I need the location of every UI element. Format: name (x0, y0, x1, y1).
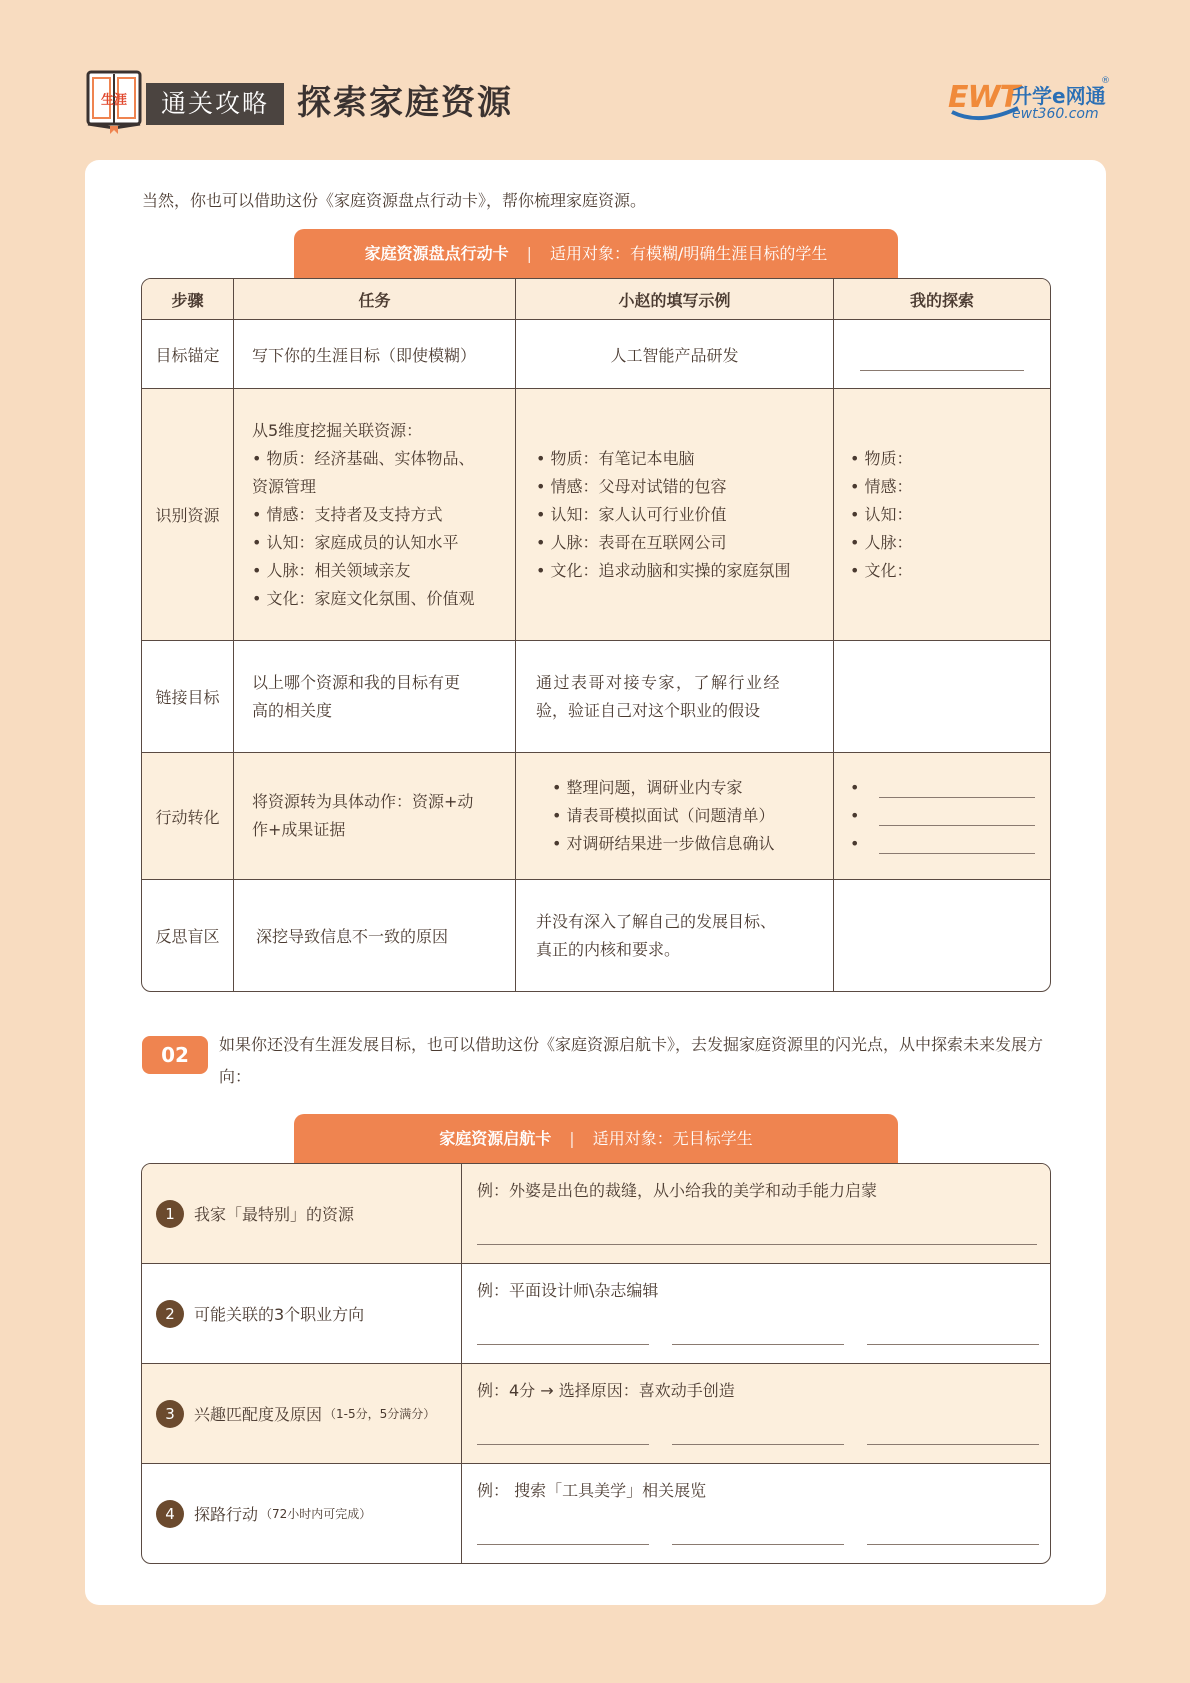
task-line: 深挖导致信息不一致的原因 (256, 927, 449, 946)
task-line: • 情感：支持者及支持方式 (252, 504, 443, 524)
table-row (142, 879, 1050, 991)
example-line: 通过表哥对接专家，了解行业经 (536, 672, 782, 692)
task-line: 从5维度挖掘关联资源： (252, 420, 423, 440)
answer-blank-line[interactable] (477, 1244, 1037, 1245)
answer-blank-line[interactable] (477, 1544, 649, 1545)
item-answer-cell[interactable] (462, 1164, 1050, 1263)
task-cell (233, 880, 515, 991)
item-answer-cell[interactable] (462, 1264, 1050, 1363)
tab-separator: | (569, 1129, 575, 1148)
mine-line: • 物质： (850, 448, 913, 468)
task-line: 资源管理 (252, 476, 317, 496)
mine-cell[interactable] (833, 641, 1050, 752)
mine-cell[interactable] (833, 753, 1050, 879)
step-cell: 行动转化 (155, 807, 220, 827)
answer-blank-line[interactable] (867, 1444, 1039, 1445)
example-cell (515, 880, 833, 991)
logo-name: 升学e网通 (1012, 84, 1106, 108)
section2-text: 如果你还没有生涯发展目标，也可以借助这份《家庭资源启航卡》，去发掘家庭资源里的闪光点，从中探索未来发展方向： (219, 1035, 1044, 1086)
answer-blank-line[interactable] (867, 1344, 1039, 1345)
task-cell (233, 753, 515, 879)
item-number: 1 (156, 1200, 184, 1228)
example-cell (515, 389, 833, 640)
table-header-row (142, 279, 1050, 319)
mine-line: • 人脉： (850, 532, 913, 552)
mine-cell[interactable] (833, 880, 1050, 991)
mine-line: • (850, 806, 860, 825)
header-example: 小赵的填写示例 (515, 279, 833, 319)
example-line: • 情感：父母对试错的包容 (536, 476, 727, 496)
item-example: 例： 搜索「工具美学」相关展览 (477, 1481, 707, 1500)
task-line: • 人脉：相关领域亲友 (252, 560, 411, 580)
task-line: • 认知：家庭成员的认知水平 (252, 532, 459, 552)
answer-blank-line[interactable] (879, 779, 1035, 798)
task-cell (233, 389, 515, 640)
mine-cell[interactable] (833, 320, 1050, 388)
step-cell: 识别资源 (155, 506, 220, 525)
item-label: 可能关联的3个职业方向 (194, 1305, 365, 1324)
table-row (142, 319, 1050, 388)
example-line: • 物质：有笔记本电脑 (536, 448, 695, 468)
item-label-cell (142, 1264, 462, 1363)
header-task: 任务 (233, 279, 515, 319)
mine-line: • 认知： (850, 504, 913, 524)
mine-bullet-row[interactable] (850, 774, 1035, 802)
example-line: • 人脉：表哥在互联网公司 (536, 532, 727, 552)
item-example: 例：平面设计师\杂志编辑 (477, 1281, 659, 1300)
task-line: 作+成果证据 (252, 820, 346, 839)
step-cell: 链接目标 (155, 688, 220, 707)
resource-inventory-table (141, 278, 1051, 992)
table-row (142, 388, 1050, 640)
item-number: 3 (156, 1400, 184, 1428)
card2-audience: 适用对象：无目标学生 (592, 1129, 753, 1148)
answer-blank-line[interactable] (879, 807, 1035, 826)
card1-audience: 适用对象：有模糊/明确生涯目标的学生 (550, 244, 828, 263)
item-number: 4 (156, 1500, 184, 1528)
task-line: • 物质：经济基础、实体物品、 (252, 448, 475, 468)
mine-bullet-row[interactable] (850, 830, 1035, 858)
header-mine: 我的探索 (833, 279, 1050, 319)
answer-blank-line[interactable] (672, 1544, 844, 1545)
table-row (142, 640, 1050, 752)
table-row (142, 752, 1050, 879)
example-line: • 文化：追求动脑和实操的家庭氛围 (536, 560, 791, 580)
header-step: 步骤 (171, 290, 204, 310)
table-row (142, 1463, 1050, 1563)
example-cell (515, 320, 833, 388)
item-number: 2 (156, 1300, 184, 1328)
resource-launch-table (141, 1163, 1051, 1564)
example-line: • 认知：家人认可行业价值 (536, 504, 727, 524)
item-label-cell (142, 1164, 462, 1263)
task-line: 将资源转为具体动作：资源+动 (252, 792, 474, 811)
task-line: 以上哪个资源和我的目标有更 (252, 672, 461, 692)
logo-mark: EWT (948, 80, 1020, 115)
mine-line: • 情感： (850, 476, 913, 496)
item-label: 探路行动 (194, 1505, 259, 1524)
card1-title: 家庭资源盘点行动卡 (364, 244, 509, 263)
card1-tab (294, 229, 898, 278)
task-line: 高的相关度 (252, 700, 333, 720)
step-cell: 目标锚定 (155, 345, 220, 365)
mine-line: • (850, 778, 860, 797)
example-cell (515, 753, 833, 879)
logo-swoosh-icon (950, 104, 1020, 124)
task-cell (233, 641, 515, 752)
example-line: 并没有深入了解自己的发展目标、 (536, 911, 777, 931)
item-label: 我家「最特别」的资源 (194, 1205, 355, 1224)
example-line: 真正的内核和要求。 (536, 939, 681, 959)
table-row (142, 1363, 1050, 1463)
card2-title: 家庭资源启航卡 (439, 1129, 552, 1148)
header-tag: 通关攻略 (146, 83, 284, 125)
answer-blank-line[interactable] (477, 1444, 649, 1445)
item-example: 例：外婆是出色的裁缝，从小给我的美学和动手能力启蒙 (477, 1181, 878, 1200)
answer-blank-line[interactable] (672, 1444, 844, 1445)
item-note: （72小时内可完成） (260, 1507, 372, 1521)
mine-line: • 文化： (850, 560, 913, 580)
task-line: 写下你的生涯目标（即使模糊） (252, 345, 477, 365)
item-note: （1-5分，5分满分） (324, 1407, 436, 1421)
section-number-badge: 02 (142, 1036, 208, 1074)
answer-blank-line[interactable] (860, 370, 1024, 371)
answer-blank-line[interactable] (672, 1344, 844, 1345)
item-example: 例：4分 → 选择原因：喜欢动手创造 (477, 1381, 735, 1400)
task-line: • 文化：家庭文化氛围、价值观 (252, 588, 475, 608)
item-answer-cell[interactable] (462, 1464, 1050, 1563)
book-icon (84, 68, 146, 134)
mine-cell[interactable] (833, 389, 1050, 640)
logo-url: ewt360.com (1012, 106, 1099, 122)
card2-tab (294, 1114, 898, 1163)
example-line: • 对调研结果进一步做信息确认 (552, 834, 775, 853)
item-answer-cell[interactable] (462, 1364, 1050, 1463)
item-label-cell (142, 1464, 462, 1563)
intro-text: 当然，你也可以借助这份《家庭资源盘点行动卡》，帮你梳理家庭资源。 (142, 191, 647, 210)
step-cell: 反思盲区 (155, 927, 220, 946)
mine-bullet-row[interactable] (850, 802, 1035, 830)
item-label-cell (142, 1364, 462, 1463)
example-line: • 请表哥模拟面试（问题清单） (552, 806, 775, 825)
answer-blank-line[interactable] (477, 1344, 649, 1345)
answer-blank-line[interactable] (879, 835, 1035, 854)
example-cell (515, 641, 833, 752)
example-line: 人工智能产品研发 (610, 345, 739, 365)
mine-line: • (850, 834, 860, 853)
table-row (142, 1263, 1050, 1363)
page-header (0, 0, 1190, 150)
task-cell (233, 320, 515, 388)
item-label: 兴趣匹配度及原因 (194, 1405, 323, 1424)
logo-registered-mark: ® (1101, 76, 1110, 86)
answer-blank-line[interactable] (867, 1544, 1039, 1545)
table-row (142, 1164, 1050, 1263)
page-title: 探索家庭资源 (297, 83, 513, 123)
book-cover-text: 生涯 (100, 93, 128, 108)
tab-separator: | (526, 244, 532, 263)
ewt-logo[interactable] (948, 74, 1108, 130)
example-line: 验，验证自己对这个职业的假设 (536, 700, 761, 720)
example-line: • 整理问题，调研业内专家 (552, 778, 743, 797)
